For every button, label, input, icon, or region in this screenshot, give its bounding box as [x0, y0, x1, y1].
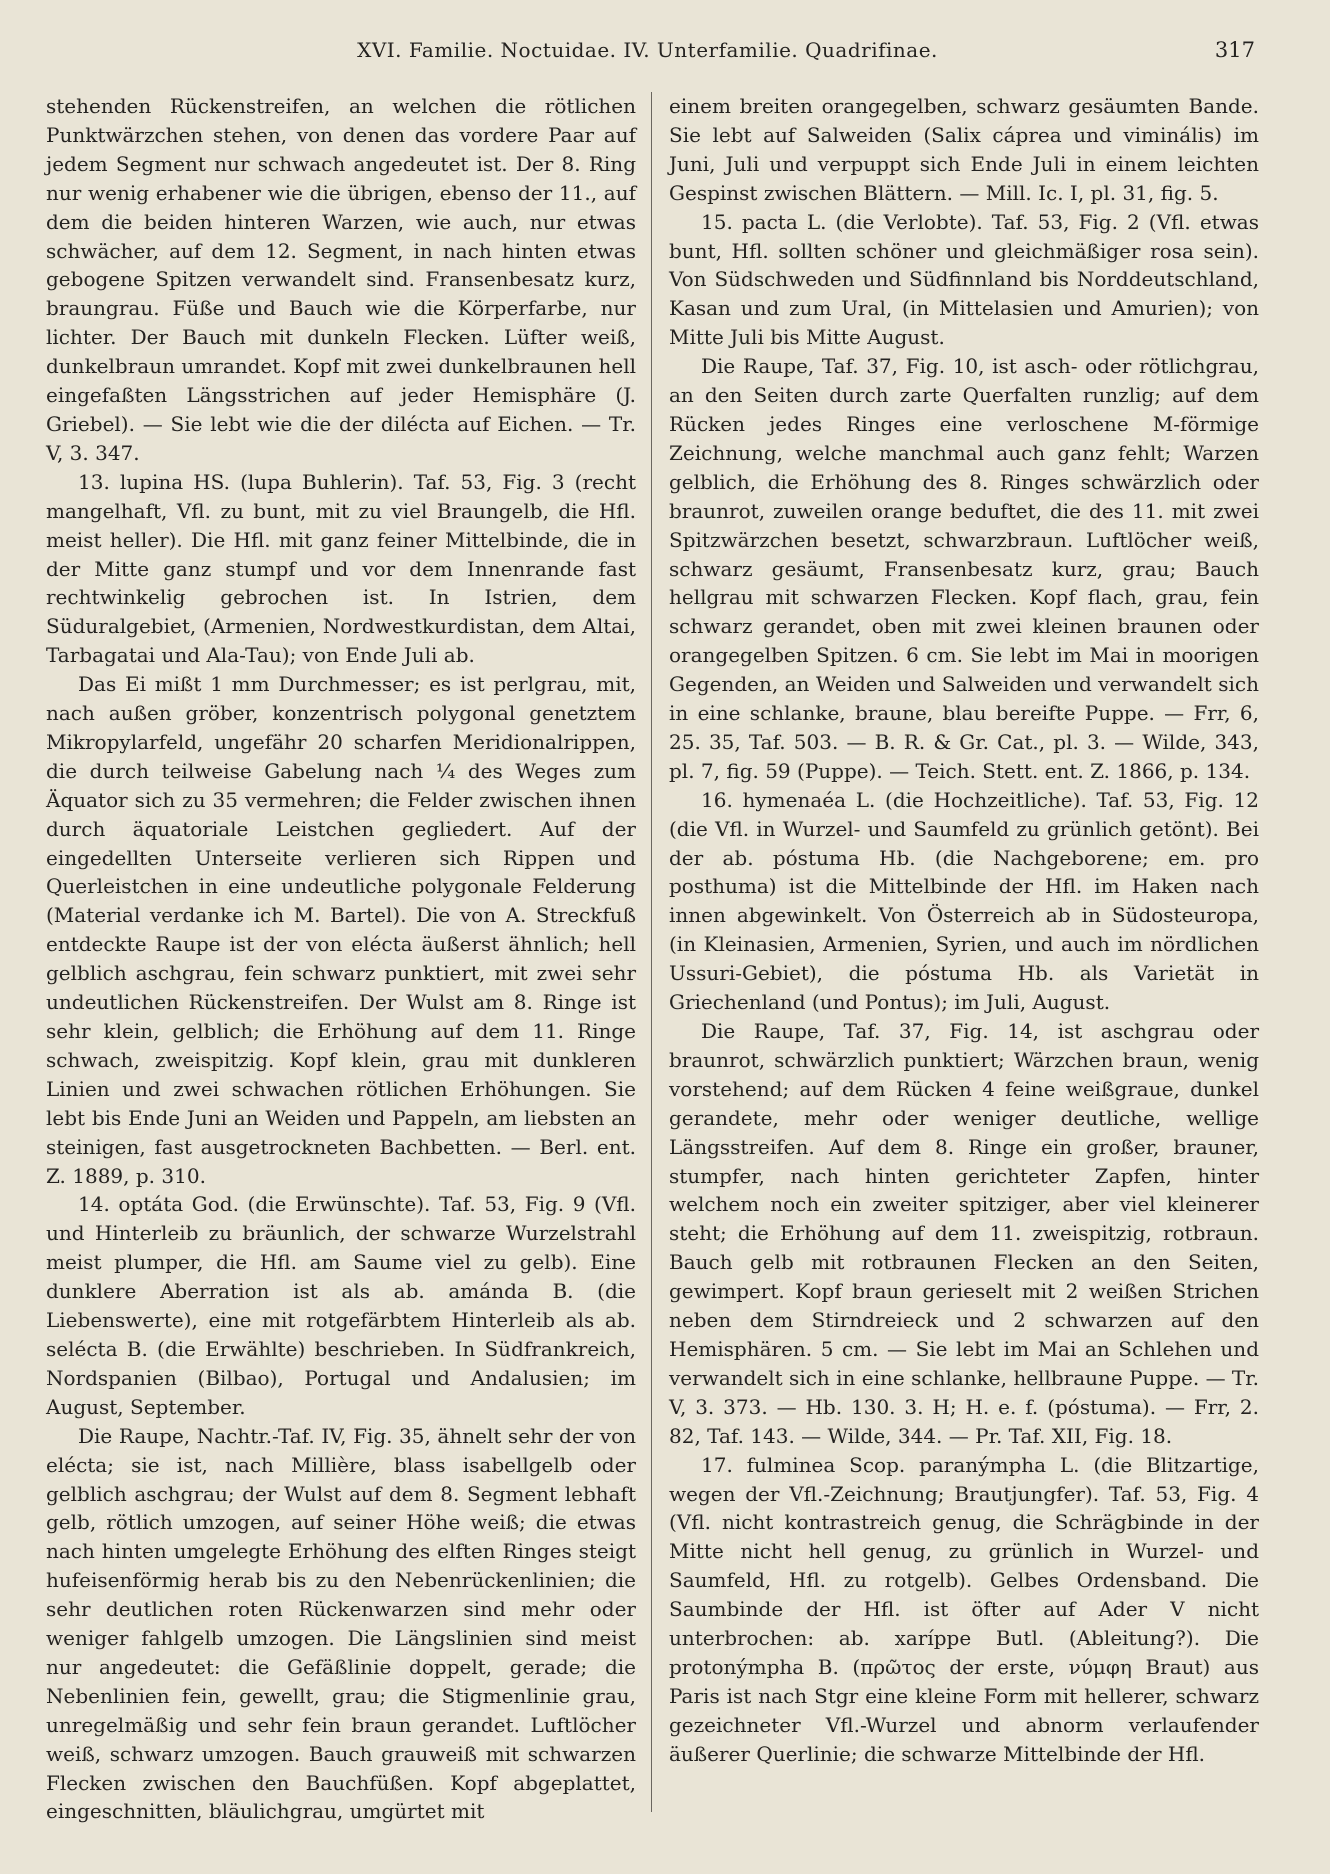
paragraph-egg: Das Ei mißt 1 mm Durchmesser; es ist perlgrau, mit, nach außen gröber, konzentrisch polygonal genetztem Mikropylarfeld, ungefähr 20 scharfen Meridionalrippen, die durch teilweise Gabelung nach ¼ des Weges zum Äquator sich zu 35 vermehren; die Felder zwischen ihnen durch äquatoriale Leistchen gegliedert. Auf der eingedellten Unterseite verlieren sich Rippen und Querleistchen in eine undeutliche polygonale Felderung (Material verdanke ich M. Bartel). Die von A. Streckfuß entdeckte Raupe ist der von elécta äußerst ähnlich; hell gelblich aschgrau, fein schwarz punktiert, mit zwei sehr undeutlichen Rückenstreifen. Der Wulst am 8. Ringe ist sehr klein, gelblich; die Erhöhung auf dem 11. Ringe schwach, zweispitzig. Kopf klein, grau mit dunkleren Linien und zwei schwachen rötlichen Erhöhungen. Sie lebt bis Ende Juni an Weiden und Pappeln, am liebsten an steinigen, fast ausgetrockneten Bachbetten. — Berl. ent. Z. 1889, p. 310. — [46, 672, 636, 1188]
entry-16-hymenaea: 16. hymenaéa L. (die Hochzeitliche). Taf. 53, Fig. 12 (die Vfl. in Wurzel- und Saumfeld zu grünlich getönt). Bei der ab. póstuma Hb. (die Nachgeborene; em. pro posthuma) ist die Mittelbinde der Hfl. im Haken nach innen abgewinkelt. Von Österreich ab in Südosteuropa, (in Kleinasien, Armenien, Syrien, und auch im nördlichen Ussuri-Gebiet), die póstuma Hb. als Varietät in Griechenland (und Pontus); im Juli, August. — [669, 787, 1259, 1015]
right-column — [669, 92, 1259, 1769]
paragraph: stehenden Rückenstreifen, an welchen die rötlichen Punktwärzchen stehen, von denen das vordere Paar auf jedem Segment nur schwach angedeutet ist. Der 8. Ring nur wenig erhabener wie die übrigen, ebenso der 11., auf dem die beiden hinteren Warzen, wie auch, nur etwas schwächer, auf dem 12. Segment, in nach hinten etwas gebogene Spitzen verwandelt sind. Fransenbesatz kurz, braungrau. Füße und Bauch wie die Körperfarbe, nur lichter. Der Bauch mit dunkeln Flecken. Lüfter weiß, dunkelbraun umrandet. Kopf mit zwei dunkelbraunen hell eingefaßten Längsstrichen auf jeder Hemisphäre (J. Griebel). — Sie lebt wie die der dilécta auf Eichen. — Tr. V, 3. 347. — [46, 94, 636, 465]
paragraph-caterpillar: Die Raupe, Nachtr.-Taf. IV, Fig. 35, ähnelt sehr der von elécta; sie ist, nach Millière, blass isabellgelb oder gelblich aschgrau; der Wulst auf dem 8. Segment lebhaft gelb, rötlich umzogen, auf seiner Höhe weiß; die etwas nach hinten umgelegte Erhöhung des elften Ringes steigt hufeisenförmig herab bis zu den Nebenrückenlinien; die sehr deutlichen roten Rückenwarzen sind mehr oder weniger fahlgelb umzogen. Die Längslinien sind meist nur angedeutet: die Gefäßlinie doppelt, gerade; die Nebenlinien fein, gewellt, grau; die Stigmenlinie grau, unregelmäßig und sehr fein braun gerandet. Luftlöcher weiß, schwarz umzogen. Bauch grauweiß mit schwarzen Flecken zwischen den Bauchfüßen. Kopf abgeplattet, eingeschnitten, bläulichgrau, umgürtet mit — [46, 1423, 636, 1824]
entry-17-fulminea: 17. fulminea Scop. paranýmpha L. (die Blitzartige, wegen der Vfl.-Zeichnung; Brautjungfer). Taf. 53, Fig. 4 (Vfl. nicht kontrastreich genug, die Schrägbinde in der Mitte nicht hell genug, zu grünlich in Wurzel- und Saumfeld, Hfl. zu rotgelb). Gelbes Ordensband. Die Saumbinde der Hfl. ist öfter auf Ader V nicht unterbrochen: ab. xaríppe Butl. (Ableitung?). Die protonýmpha B. (πρῶτος der erste, νύμφη Braut) aus Paris ist nach Stgr eine kleine Form mit hellerer, schwarz gezeichneter Vfl.-Wurzel und abnorm verlaufender äußerer Querlinie; die schwarze Mittelbinde der Hfl. — [669, 1452, 1259, 1766]
entry-15-pacta: 15. pacta L. (die Verlobte). Taf. 53, Fig. 2 (Vfl. etwas bunt, Hfl. sollten schöner und gleichmäßiger rosa sein). Von Südschweden und Südfinnland bis Norddeutschland, Kasan und zum Ural, (in Mittelasien und Amurien); von Mitte Juli bis Mitte August. — [669, 209, 1259, 350]
paragraph: einem breiten orangegelben, schwarz gesäumten Bande. Sie lebt auf Salweiden (Salix cáprea und viminális) im Juni, Juli und verpuppt sich Ende Juli in einem leichten Gespinst zwischen Blättern. — Mill. Ic. I, pl. 31, fig. 5. — [669, 94, 1259, 205]
page-number: 317 — [1214, 38, 1255, 62]
paragraph-caterpillar: Die Raupe, Taf. 37, Fig. 10, ist asch- oder rötlichgrau, an den Seiten durch zarte Querfalten runzlig; auf dem Rücken jedes Ringes eine verloschene M-förmige Zeichnung, welche manchmal auch ganz fehlt; Warzen gelblich, die Erhöhung des 8. Ringes schwärzlich oder braunrot, zuweilen orange beduftet, die des 11. mit zwei Spitzwärzchen besetzt, schwarzbraun. Luftlöcher weiß, schwarz gesäumt, Fransenbesatz kurz, grau; Bauch hellgrau mit schwarzen Flecken. Kopf flach, grau, fein schwarz gerandet, oben mit zwei kleinen braunen oder orangegelben Spitzen. 6 cm. Sie lebt im Mai in moorigen Gegenden, an Weiden und Salweiden und verwandelt sich in eine schlanke, braune, blau bereifte Puppe. — Frr, 6, 25. 35, Taf. 503. — B. R. & Gr. Cat., pl. 3. — Wilde, 343, pl. 7, fig. 59 (Puppe). — Teich. Stett. ent. Z. 1866, p. 134. — [669, 354, 1259, 783]
entry-14-optata: 14. optáta God. (die Erwünschte). Taf. 53, Fig. 9 (Vfl. und Hinterleib zu bräunlich, der schwarze Wurzelstrahl meist plumper, die Hfl. am Saume viel zu gelb). Eine dunklere Aberration ist als ab. amánda B. (die Liebenswerte), eine mit rotgefärbtem Hinterleib als ab. selécta B. (die Erwählte) beschrieben. In Südfrankreich, Nordspanien (Bilbao), Portugal und Andalusien; im August, September. — [46, 1192, 636, 1419]
header-title: XVI. Familie. Noctuidae. IV. Unterfamilie. Quadrifinae. — [357, 38, 938, 62]
running-header — [40, 38, 1255, 68]
paragraph-caterpillar: Die Raupe, Taf. 37, Fig. 14, ist aschgrau oder braunrot, schwärzlich punktiert; Wärzchen braun, wenig vorstehend; auf dem Rücken 4 feine weißgraue, dunkel gerandete, mehr oder weniger deutliche, wellige Längsstreifen. Auf dem 8. Ringe ein großer, brauner, stumpfer, nach hinten gerichteter Zapfen, hinter welchem noch ein zweiter spitziger, aber viel kleinerer steht; die Erhöhung auf dem 11. zweispitzig, rotbraun. Bauch gelb mit rotbraunen Flecken an den Seiten, gewimpert. Kopf braun gerieselt mit 2 weißen Strichen neben dem Stirndreieck und 2 schwarzen auf den Hemisphären. 5 cm. — Sie lebt im Mai an Schlehen und verwandelt sich in eine schlanke, hellbraune Puppe. — Tr. V, 3. 373. — Hb. 130. 3. H; H. e. f. (póstuma). — Frr, 2. 82, Taf. 143. — Wilde, 344. — Pr. Taf. XII, Fig. 18. — [669, 1019, 1259, 1448]
column-divider — [651, 92, 652, 1812]
left-column — [46, 92, 636, 1826]
entry-13-lupina: 13. lupina HS. (lupa Buhlerin). Taf. 53, Fig. 3 (recht mangelhaft, Vfl. zu bunt, mit zu viel Braungelb, die Hfl. meist heller). Die Hfl. mit ganz feiner Mittelbinde, die in der Mitte ganz stumpf und vor dem Innenrande fast rechtwinkelig gebrochen ist. In Istrien, dem Süduralgebiet, (Armenien, Nordwestkurdistan, dem Altai, Tarbagatai und Ala-Tau); von Ende Juli ab. — [46, 469, 636, 668]
